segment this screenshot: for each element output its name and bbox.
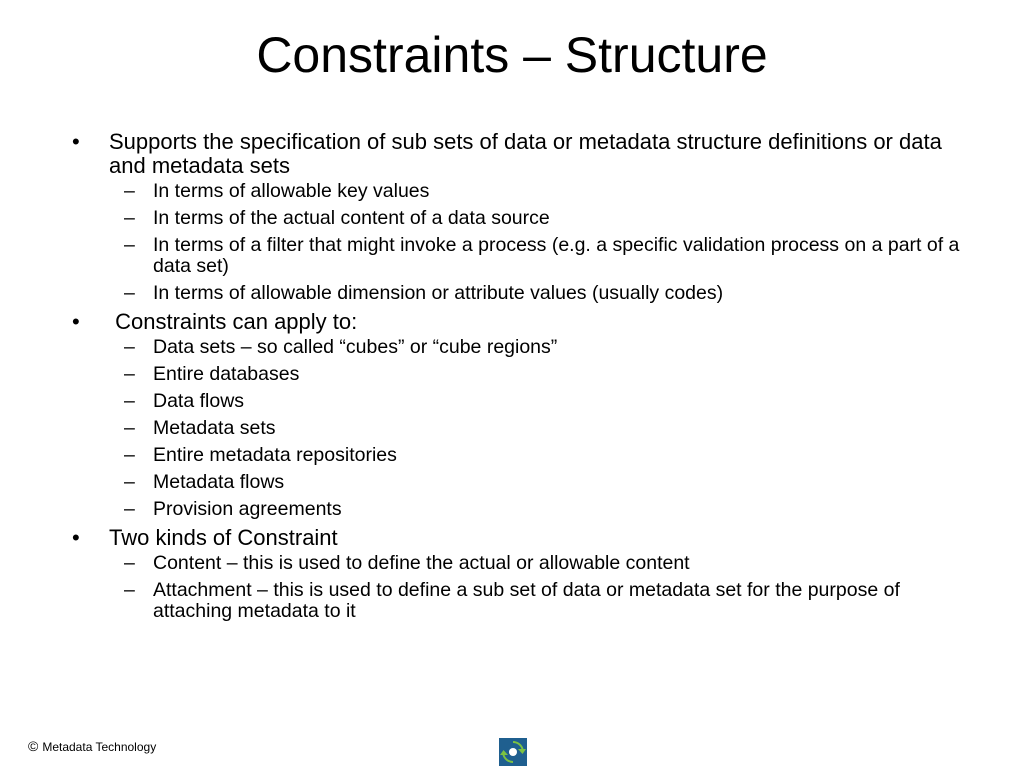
sub-marker: – xyxy=(124,180,135,202)
sub-item xyxy=(109,553,968,574)
sub-item-text: Data sets – so called “cubes” or “cube regions” xyxy=(153,336,558,358)
bullet-marker: • xyxy=(72,525,80,550)
footer xyxy=(28,738,156,755)
sub-list xyxy=(109,181,968,304)
sub-item-text: Content – this is used to define the actual or allowable content xyxy=(153,552,690,574)
sub-marker: – xyxy=(124,417,135,439)
sub-item-text: In terms of allowable key values xyxy=(153,180,430,202)
sub-marker: – xyxy=(124,234,135,256)
sub-marker: – xyxy=(124,498,135,520)
sub-item xyxy=(109,283,968,304)
sub-item xyxy=(109,580,968,622)
sub-marker: – xyxy=(124,207,135,229)
sub-item-text: Attachment – this is used to define a sub set of data or metadata set for the purpose of attaching metadata to it xyxy=(153,579,900,622)
sub-marker: – xyxy=(124,282,135,304)
bullet-text: Supports the specification of sub sets of data or metadata structure definitions or data and metadata sets xyxy=(109,129,942,178)
metadata-technology-logo-icon xyxy=(499,738,527,766)
sub-item-text: Entire metadata repositories xyxy=(153,444,397,466)
sub-item xyxy=(109,418,968,439)
sub-item xyxy=(109,337,968,358)
sub-marker: – xyxy=(124,444,135,466)
bullet-item-apply-to xyxy=(68,310,968,520)
sub-item xyxy=(109,235,968,277)
sub-marker: – xyxy=(124,336,135,358)
sub-item-text: In terms of allowable dimension or attribute values (usually codes) xyxy=(153,282,724,304)
sub-item xyxy=(109,499,968,520)
bullet-list xyxy=(68,130,968,622)
bullet-item-two-kinds xyxy=(68,526,968,622)
sub-item xyxy=(109,181,968,202)
sub-item-text: Metadata sets xyxy=(153,417,276,439)
bullet-marker: • xyxy=(72,129,80,154)
sub-marker: – xyxy=(124,471,135,493)
sub-item xyxy=(109,472,968,493)
sub-marker: – xyxy=(124,363,135,385)
sub-marker: – xyxy=(124,552,135,574)
slide-title: Constraints – Structure xyxy=(256,27,768,83)
bullet-item-specification xyxy=(68,130,968,304)
sub-marker: – xyxy=(124,579,135,601)
copyright-symbol: © xyxy=(28,738,39,754)
sub-item-text: In terms of a filter that might invoke a process (e.g. a specific validation process on a part of a data set) xyxy=(153,234,960,277)
sub-list xyxy=(109,553,968,622)
sub-item xyxy=(109,391,968,412)
sub-item xyxy=(109,445,968,466)
footer-text: Metadata Technology xyxy=(42,740,157,754)
bullet-marker: • xyxy=(72,309,80,334)
sub-item xyxy=(109,364,968,385)
bullet-text: Two kinds of Constraint xyxy=(109,525,338,550)
logo-center xyxy=(509,748,517,756)
sub-item-text: Provision agreements xyxy=(153,498,342,520)
sub-marker: – xyxy=(124,390,135,412)
sub-item-text: Data flows xyxy=(153,390,245,412)
bullet-text: Constraints can apply to: xyxy=(109,309,358,334)
sub-item-text: Metadata flows xyxy=(153,471,285,493)
sub-item-text: Entire databases xyxy=(153,363,300,385)
sub-item xyxy=(109,208,968,229)
sub-item-text: In terms of the actual content of a data source xyxy=(153,207,550,229)
sub-list xyxy=(109,337,968,520)
